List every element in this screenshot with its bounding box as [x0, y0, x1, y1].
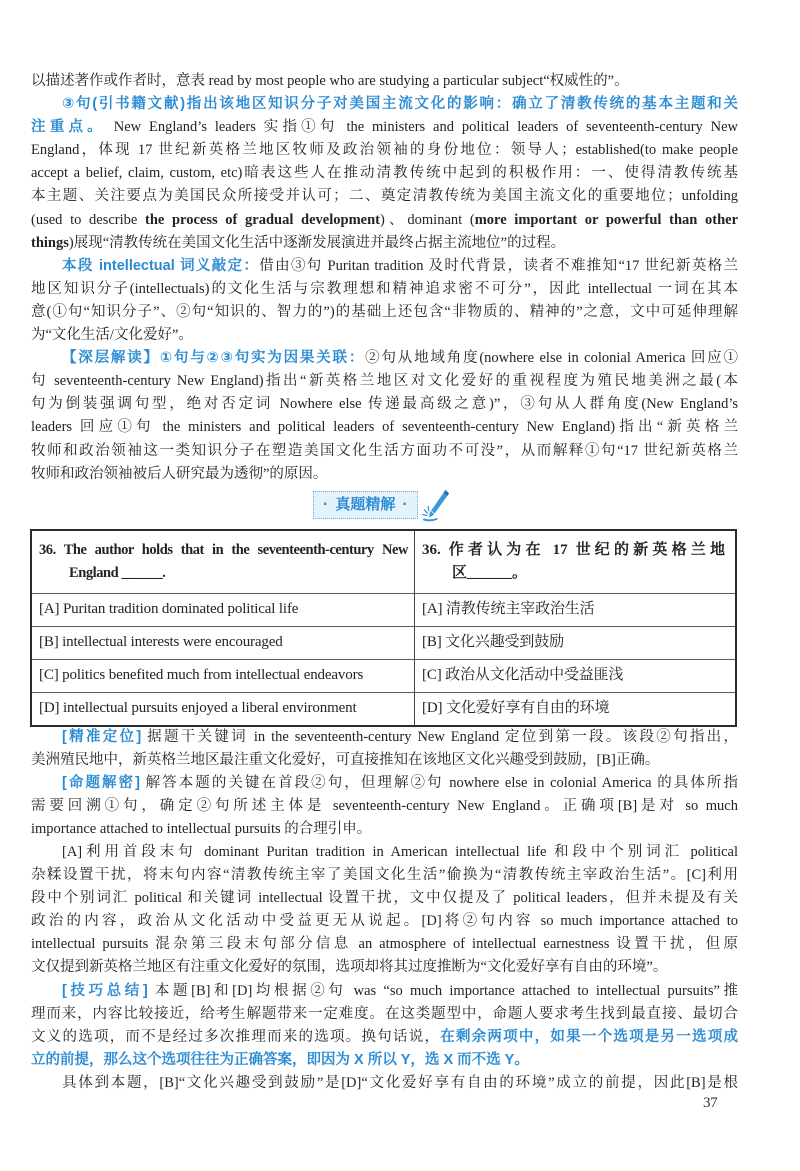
- text: 段中个别词汇 political 和关键词 intellectual 设置干扰，文中仅提及了 political leaders，但并未提及有关: [31, 890, 738, 907]
- pen-icon: [422, 488, 450, 522]
- text-line: [31, 841, 738, 864]
- answer-blank: ______: [467, 565, 513, 581]
- label-question-decode: [命题解密]: [62, 774, 140, 791]
- text: 牧师和政治领袖被后人研究最为透彻”的原因。: [31, 465, 328, 482]
- text: intellectual pursuits 混杂第三段末句部分信息 an atmosphere of intellectual earnestness 设置干扰，但原: [31, 936, 738, 953]
- text: ②句从地域角度(nowhere else in colonial America 回应①: [365, 350, 738, 367]
- text-line: [31, 278, 738, 301]
- stem-line: [422, 562, 725, 585]
- option-row-d: [32, 692, 735, 725]
- option-text: 政治从文化活动中受益匪浅: [445, 667, 624, 683]
- option-text: 文化兴趣受到鼓励: [445, 634, 564, 650]
- stem-line: [39, 539, 408, 562]
- explanation-section: [31, 726, 738, 1096]
- text-line: [31, 301, 738, 324]
- text-line: [31, 116, 738, 139]
- text: 句 seventeenth-century New England)指出“新英格兰地区对文化爱好的重视程度为殖民地美洲之最(本: [31, 373, 738, 390]
- option-key: [D]: [39, 700, 60, 716]
- text-line: [31, 1049, 738, 1072]
- highlighted-rule: 立的前提，那么这个选项往往为正确答案，即因为 X 所以 Y，选 X 而不选 Y。: [31, 1051, 529, 1068]
- option-text: 清教传统主宰政治生活: [445, 601, 595, 617]
- option-key: [A]: [422, 601, 443, 617]
- option-row-a: [32, 593, 735, 626]
- text: 本题[B]和[D]均根据②句 was “so much importance attached to intellectual pursuits”推: [147, 982, 738, 999]
- page-number: 37: [703, 1095, 718, 1111]
- text-line: [31, 933, 738, 956]
- text-line: [31, 209, 738, 232]
- text: )展现“清教传统在美国文化生活中逐渐发展演进并最终占据主流地位”的过程。: [68, 234, 566, 251]
- text: 牧师和政治领袖这一类知识分子在塑造美国文化生活方面功不可没”，从而解释①句“17 世纪新英格兰: [31, 442, 738, 459]
- text-line: [31, 347, 738, 370]
- text-line: [31, 1026, 738, 1049]
- stem-line: [422, 539, 725, 562]
- option-key: [D]: [422, 700, 443, 716]
- text: 解答本题的关键在首段②句，但理解②句 nowhere else in colonial America 的具体所指: [139, 774, 738, 791]
- stem-text: 区: [452, 565, 468, 581]
- option-en: [32, 627, 415, 659]
- text-line: [31, 772, 738, 795]
- text-line: [31, 726, 738, 749]
- text-line: [31, 139, 738, 162]
- text: leaders 回应①句 the ministers and political leaders of seventeenth-century New England)指出“新英格兰: [31, 419, 738, 436]
- option-key: [A]: [39, 601, 60, 617]
- text: 政治的内容，政治从文化活动中受益更无从说起。[D]将②句内容 so much importance attached to: [31, 913, 738, 930]
- text: 理而来，内容比较接近，给考生解题带来一定难度。在这类题型中，命题人要求考生找到最直接、最切合: [31, 1005, 738, 1022]
- text: accept a belief, claim, custom, etc)暗表这些人在推动清教传统中起到的积极作用：一、使得清教传统基: [31, 165, 738, 182]
- option-en: [32, 693, 415, 725]
- text: [A]利用首段末句 dominant Puritan tradition in American intellectual life 和段中个别词汇 political: [62, 843, 738, 860]
- text-line: [31, 818, 738, 841]
- text-line: [31, 232, 738, 255]
- text-line: [31, 1072, 738, 1095]
- question-number: 36.: [422, 542, 441, 558]
- text-line: [31, 70, 738, 93]
- text: 具体到本题，[B]“文化兴趣受到鼓励”是[D]“文化爱好享有自由的环境”成立的前提，因此[B]是根: [62, 1074, 738, 1091]
- stem-text: 作者认为在 17 世纪的新英格兰地: [448, 542, 725, 558]
- word-meaning-heading: 本段 intellectual 词义敲定：: [62, 257, 260, 274]
- text-line: [31, 185, 738, 208]
- question-number: 36.: [39, 542, 56, 558]
- option-row-c: [32, 659, 735, 692]
- text: 杂糅设置干扰，将末句内容“清教传统主宰了美国文化生活”偷换为“清教传统主宰政治生活”。[C]利用: [31, 867, 738, 884]
- question-stem-zh: [415, 531, 735, 593]
- stem-end: .: [162, 565, 166, 581]
- option-zh: [415, 693, 735, 725]
- label-tips-summary: [技巧总结]: [62, 982, 148, 999]
- banner-dot-right: ·: [402, 496, 408, 513]
- text: 文义的选项，而不是经过多次推理而来的选项。换句话说，: [31, 1028, 441, 1045]
- banner-label-box: [313, 491, 418, 519]
- text: 以描述著作或作者时，意表 read by most people who are studying a particular subject“权威性的”。: [31, 73, 629, 89]
- text-line: [31, 93, 738, 116]
- text-line: [31, 370, 738, 393]
- option-text: politics benefited much from intellectual endeavors: [62, 667, 364, 683]
- text-line: [31, 795, 738, 818]
- paragraph-precise-locate: [31, 726, 738, 772]
- text: 需要回溯①句，确定②句所述主体是 seventeenth-century New England。正确项[B]是对 so much: [31, 797, 738, 814]
- text: 为“文化生活/文化爱好”。: [31, 327, 193, 344]
- highlighted-rule: 在剩余两项中，如果一个选项是另一选项成: [440, 1028, 738, 1045]
- label-precise-locate: [精准定位]: [62, 728, 142, 745]
- key-point-heading: ③句(引书籍文献)指出该地区知识分子对美国主流文化的影响：确立了清教传统的基本主题和关: [62, 96, 738, 113]
- text-line: [31, 255, 738, 278]
- bold-definition: things: [31, 234, 69, 251]
- text: 句为倒装强调句型，绝对否定词 Nowhere else 传递最高级之意)”，③句从人群角度(New England’s: [31, 396, 738, 413]
- text-line: [31, 393, 738, 416]
- option-en: [32, 594, 415, 626]
- text-line: [31, 864, 738, 887]
- text-line: [31, 162, 738, 185]
- option-text: intellectual interests were encouraged: [62, 634, 283, 650]
- banner-label: 真题精解: [335, 496, 396, 513]
- text: 借由③句 Puritan tradition 及时代背景，读者不难推知“17 世纪新英格兰: [259, 257, 738, 274]
- stem-text: England: [69, 565, 119, 581]
- text-line: [31, 887, 738, 910]
- option-row-b: [32, 626, 735, 659]
- option-key: [C]: [39, 667, 59, 683]
- option-en: [32, 660, 415, 692]
- text: 意(①句“知识分子”、②句“知识的、智力的”)的基础上还包含“非物质的、精神的”之意，文中可延伸理解: [31, 303, 738, 320]
- text: England，体现 17 世纪新英格兰地区牧师及政治领袖的身份地位：领导人；established(to make people: [31, 142, 738, 159]
- bold-definition: the process of gradual development: [145, 211, 380, 228]
- paragraph-sentence3-analysis: [31, 93, 738, 255]
- section-banner-real-exam: [313, 487, 450, 523]
- option-text: 文化爱好享有自由的环境: [445, 700, 610, 716]
- text-line: [31, 749, 738, 772]
- paragraph-question-decode: [31, 772, 738, 841]
- deep-reading-heading: 【深层解读】①句与②③句实为因果关联：: [62, 350, 366, 367]
- paragraph-deep-reading: [31, 347, 738, 486]
- paragraph-word-meaning: [31, 255, 738, 347]
- option-key: [C]: [422, 667, 442, 683]
- analysis-top-section: [31, 70, 738, 486]
- text: 地区知识分子(intellectuals)的文化生活与宗教理想和精神追求密不可分”，因此 intellectual 一词在其本: [31, 280, 738, 297]
- paragraph-distractor-analysis: [31, 841, 738, 980]
- question-stem-en: [32, 531, 415, 593]
- option-zh: [415, 627, 735, 659]
- text: 文仅提到新英格兰地区有注重文化爱好的氛围，选项却将其过度推断为“文化爱好享有自由的环境”。: [31, 959, 668, 976]
- question-table: [30, 529, 737, 727]
- option-key: [B]: [39, 634, 59, 650]
- option-text: Puritan tradition dominated political life: [62, 601, 299, 617]
- text: 美洲殖民地中，新英格兰地区最注重文化爱好，可直接推知在该地区文化兴趣受到鼓励，[B]正确。: [31, 751, 660, 768]
- text: 据题干关键词 in the seventeenth-century New England 定位到第一段。该段②句指出，: [141, 728, 738, 745]
- text: New England’s leaders 实指①句 the ministers and political leaders of seventeenth-century New: [105, 119, 739, 136]
- text-line: [31, 1003, 738, 1026]
- banner-dot-left: ·: [323, 496, 329, 513]
- bold-definition: more important or powerful than other: [474, 211, 739, 228]
- text: 本主题、关注要点为美国民众所接受并认可；二、奠定清教传统为美国主流文化的重要地位；unfolding: [31, 188, 738, 205]
- option-zh: [415, 594, 735, 626]
- text: )、dominant (: [380, 211, 475, 228]
- paragraph-tips-summary: [31, 980, 738, 1072]
- paragraph-continuation: [31, 70, 738, 93]
- text-line: [31, 324, 738, 347]
- option-text: intellectual pursuits enjoyed a liberal environment: [62, 700, 357, 716]
- text: (used to describe: [31, 211, 145, 228]
- option-zh: [415, 660, 735, 692]
- key-point-heading: 注重点。: [31, 119, 106, 136]
- stem-line: [39, 562, 408, 585]
- text-line: [31, 910, 738, 933]
- paragraph-conclusion: [31, 1072, 738, 1095]
- answer-blank: ______: [121, 565, 163, 581]
- text: importance attached to intellectual pursuits 的合理引申。: [31, 820, 372, 837]
- text-line: [31, 416, 738, 439]
- text-line: [31, 440, 738, 463]
- question-stem-row: [32, 531, 735, 593]
- stem-end: 。: [512, 565, 528, 581]
- text-line: [31, 980, 738, 1003]
- stem-text: The author holds that in the seventeenth-century New: [63, 542, 408, 558]
- text-line: [31, 463, 738, 486]
- text-line: [31, 956, 738, 979]
- option-key: [B]: [422, 634, 442, 650]
